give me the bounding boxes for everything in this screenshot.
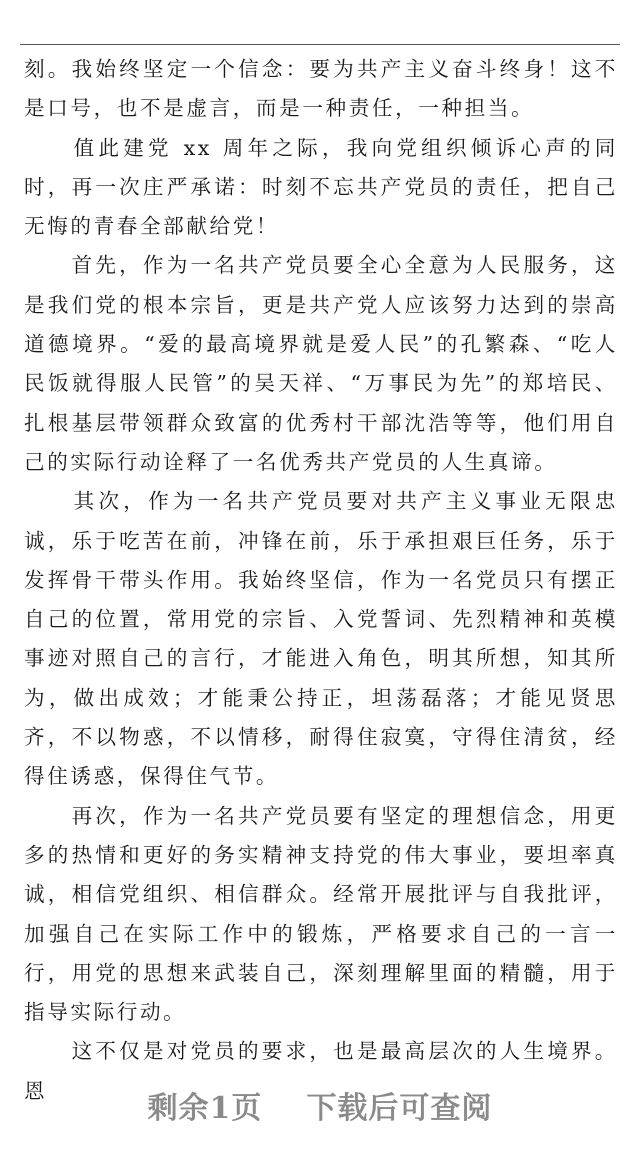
paragraph: 值此建党 xx 周年之际，我向党组织倾诉心声的同时，再一次庄严承诺：时刻不忘共产党员的责任，把自己无悔的青春全部献给党！ <box>24 135 618 239</box>
remaining-pages-label: 剩余1页 <box>147 1091 263 1126</box>
download-prompt-banner[interactable] <box>0 1083 640 1127</box>
paragraph: 首先，作为一名共产党员要全心全意为人民服务，这是我们党的根本宗旨，更是共产党人应该努力达到的崇高道德境界。“爱的最高境界就是爱人民”的孔繁森、“吃人民饭就得服人民管”的吴天祥、“万事民为先”的郑培民、扎根基层带领群众致富的优秀村干部沈浩等等，他们用自己的实际行动诠释了一名优秀共产党员的人生真谛。 <box>24 253 618 474</box>
paragraph: 这不仅是对党员的要求，也是最高层次的人生境界。恩 <box>24 1039 618 1103</box>
paragraph: 其次，作为一名共产党员要对共产主义事业无限忠诚，乐于吃苦在前，冲锋在前，乐于承担艰巨任务，乐于发挥骨干带头作用。我始终坚信，作为一名党员只有摆正自己的位置，常用党的宗旨、入党誓词、先烈精神和英模事迹对照自己的言行，才能进入角色，明其所想，知其所为，做出成效；才能秉公持正，坦荡磊落；才能见贤思齐，不以物惑，不以情移，耐得住寂寞，守得住清贫，经得住诱惑，保得住气节。 <box>24 489 618 789</box>
paragraph: 再次，作为一名共产党员要有坚定的理想信念，用更多的热情和更好的务实精神支持党的伟大事业，要坦率真诚，相信党组织、相信群众。经常开展批评与自我批评，加强自己在实际工作中的锻炼，严格要求自己的一言一行，用党的思想来武装自己，深刻理解里面的精髓，用于指导实际行动。 <box>24 803 618 1025</box>
top-rule <box>20 44 620 45</box>
download-to-view-label[interactable]: 下载后可查阅 <box>306 1091 493 1126</box>
paragraph: 刻。我始终坚定一个信念：要为共产主义奋斗终身！这不是口号，也不是虚言，而是一种责任，一种担当。 <box>24 57 618 121</box>
document-body <box>24 50 618 1111</box>
